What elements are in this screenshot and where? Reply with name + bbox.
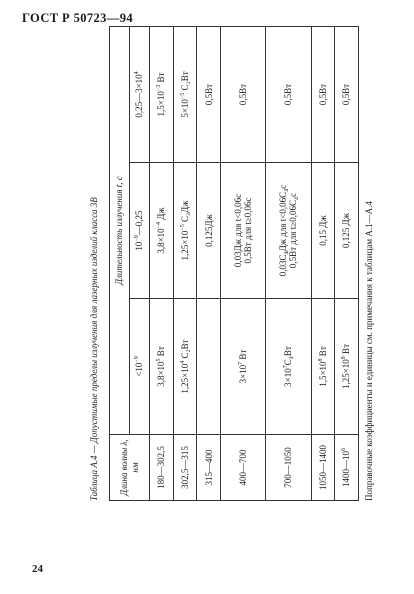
table-row (311, 27, 335, 501)
limit-value-exponent: 5 (156, 358, 163, 362)
limit-value-text: 0,5Вт для t≥0,06C₄с (288, 192, 299, 269)
limit-value (278, 165, 288, 296)
limit-value-exponent: 4 (179, 360, 186, 364)
table-caption: Таблица А.4 — Допустимые пределы излучения для лазерных изделий класса 3В (89, 197, 99, 501)
table-row (173, 27, 197, 501)
duration-label-exponent: 4 (134, 71, 141, 75)
wavelength-range-text: 315—400 (203, 449, 214, 486)
wavelength-range-text: 180—302,5 (156, 446, 167, 489)
wavelength-range (283, 437, 293, 498)
wavelength-range (238, 437, 248, 498)
limit-cell (266, 299, 311, 435)
limit-value-text: 0,125 Дж (341, 213, 352, 248)
limit-value-text: 1,25×10 (179, 363, 190, 394)
limit-cell (197, 163, 221, 299)
wavelength-range (341, 437, 351, 498)
table-row (150, 27, 174, 501)
limit-value-unit: C₂Вт (179, 339, 190, 361)
duration-label-exponent: −9 (134, 235, 141, 242)
wavelength-cell (197, 435, 221, 501)
limit-value-text: 0,5Вт (203, 83, 214, 106)
emission-limits-table (109, 26, 359, 501)
duration-column-2 (130, 27, 150, 163)
limit-value-unit: C₄Вт (283, 346, 294, 366)
limit-value (318, 29, 328, 160)
duration-label-exponent: −9 (134, 356, 141, 363)
limit-value-text: 0,03C₄Дж для t<0,06C₄с (278, 184, 289, 277)
wavelength-range (156, 437, 166, 498)
limit-cell (266, 27, 311, 163)
wavelength-cell (335, 435, 359, 501)
duration-column-0 (130, 299, 150, 435)
wavelength-range-exponent: 6 (341, 448, 348, 451)
limit-cell (221, 163, 266, 299)
limit-value (156, 165, 166, 296)
limit-value-text: 3,8×10 (156, 228, 167, 254)
limit-cell (311, 163, 335, 299)
limit-value (283, 29, 293, 160)
limit-value-unit: C₂Вт (179, 71, 190, 93)
rotated-table-block (89, 26, 379, 501)
table-row (221, 27, 266, 501)
limit-value-exponent: −5 (179, 92, 186, 100)
limit-cell (335, 299, 359, 435)
limit-cell (311, 299, 335, 435)
limit-value (283, 301, 293, 432)
limit-value-exponent: 7 (237, 361, 244, 365)
limit-value (243, 165, 253, 296)
limit-value-text: 1,25×10 (341, 359, 352, 390)
limit-value (156, 301, 166, 432)
table-row (266, 27, 311, 501)
limit-cell (150, 27, 174, 163)
limit-value-exponent: 7 (283, 365, 290, 369)
limit-value (180, 29, 190, 160)
limit-cell (173, 163, 197, 299)
limit-value-exponent: −5 (179, 224, 186, 231)
duration-column-1 (130, 163, 150, 299)
table-note: Поправочные коэффициенты и единицы см. примечания к таблицам А.1—А.4 (364, 201, 374, 501)
limit-value (341, 301, 351, 432)
limit-value (318, 165, 328, 296)
wavelength-range-text: 1050—1400 (317, 445, 328, 490)
limit-value-unit: Дж (156, 207, 167, 222)
duration-label (134, 165, 144, 296)
limit-value-unit: Вт (341, 344, 352, 357)
limit-value (318, 301, 328, 432)
limit-value-text: 0,15 Дж (317, 215, 328, 246)
limit-value-text: 0,5Вт (341, 83, 352, 106)
wavelength-range (204, 437, 214, 498)
wavelength-range (318, 437, 328, 498)
limit-cell (150, 163, 174, 299)
limit-value-exponent: 8 (317, 358, 324, 362)
limit-value-text: 0,03Дж для t<0,06с (232, 193, 243, 268)
limit-cell (173, 27, 197, 163)
wavelength-cell (266, 435, 311, 501)
duration-label-unit: —0,25 (134, 210, 145, 236)
limit-value (238, 29, 248, 160)
limit-cell (197, 27, 221, 163)
wavelength-cell (173, 435, 197, 501)
limit-value-unit: Вт (156, 346, 167, 359)
limit-value-exponent: −3 (156, 84, 163, 92)
limit-cell (197, 299, 221, 435)
page-number: 24 (32, 563, 43, 575)
limit-value (238, 301, 248, 432)
limit-value (204, 165, 214, 296)
wavelength-cell (311, 435, 335, 501)
limit-cell (221, 27, 266, 163)
limit-value-text: 0,5Вт (237, 83, 248, 106)
limit-value-text: 5×10 (179, 99, 190, 118)
duration-header: Длительность излучения t, с (110, 27, 130, 435)
limit-value (180, 165, 190, 296)
wavelength-header: Длина волны λ, нм (110, 435, 150, 501)
limit-value-unit: C₂Дж (179, 200, 190, 225)
limit-value (341, 29, 351, 160)
table-row (197, 27, 221, 501)
limit-value (180, 301, 190, 432)
limit-value-text: 1,25×10 (179, 230, 190, 261)
limit-cell (311, 27, 335, 163)
limit-value-unit: Вт (237, 349, 248, 362)
limit-cell (335, 27, 359, 163)
limit-value-unit: Вт (156, 72, 167, 85)
duration-label-text: <10 (134, 362, 145, 377)
wavelength-cell (221, 435, 266, 501)
duration-label-text: 0,25—3×10 (134, 74, 145, 118)
wavelength-range-text: 1400—10 (341, 451, 352, 487)
limit-value-text: 0,125Дж (203, 214, 214, 247)
table-row (335, 27, 359, 501)
limit-value-text: 0,5Вт для t≥0,06с (243, 197, 254, 264)
limit-cell (173, 299, 197, 435)
limit-value (288, 165, 298, 296)
limit-value-unit: Вт (317, 346, 328, 359)
wavelength-range (180, 437, 190, 498)
limit-value (233, 165, 243, 296)
limit-value-text: 3×10 (283, 368, 294, 387)
duration-label (134, 29, 144, 160)
limit-value-text: 3,8×10 (156, 361, 167, 387)
document-header: ГОСТ Р 50723—94 (22, 11, 134, 25)
limit-cell (150, 299, 174, 435)
duration-label-text: 10 (134, 241, 145, 251)
limit-value-text: 3×10 (237, 364, 248, 384)
wavelength-cell (150, 435, 174, 501)
limit-value-text: 1,5×10 (317, 361, 328, 387)
limit-value-text: 0,5Вт (283, 83, 294, 106)
limit-cell (266, 163, 311, 299)
wavelength-range-text: 400—700 (237, 449, 248, 486)
limit-value-exponent: 8 (341, 356, 348, 360)
duration-label (134, 301, 144, 432)
limit-cell (221, 299, 266, 435)
limit-value-text: 0,5Вт (317, 83, 328, 106)
limit-value-exponent: −4 (156, 221, 163, 229)
limit-value (156, 29, 166, 160)
wavelength-range-text: 302,5—315 (179, 446, 190, 489)
wavelength-range-text: 700—1050 (283, 447, 294, 488)
limit-value (204, 29, 214, 160)
limit-value-text: 1,5×10 (156, 91, 167, 117)
limit-value (341, 165, 351, 296)
limit-cell (335, 163, 359, 299)
